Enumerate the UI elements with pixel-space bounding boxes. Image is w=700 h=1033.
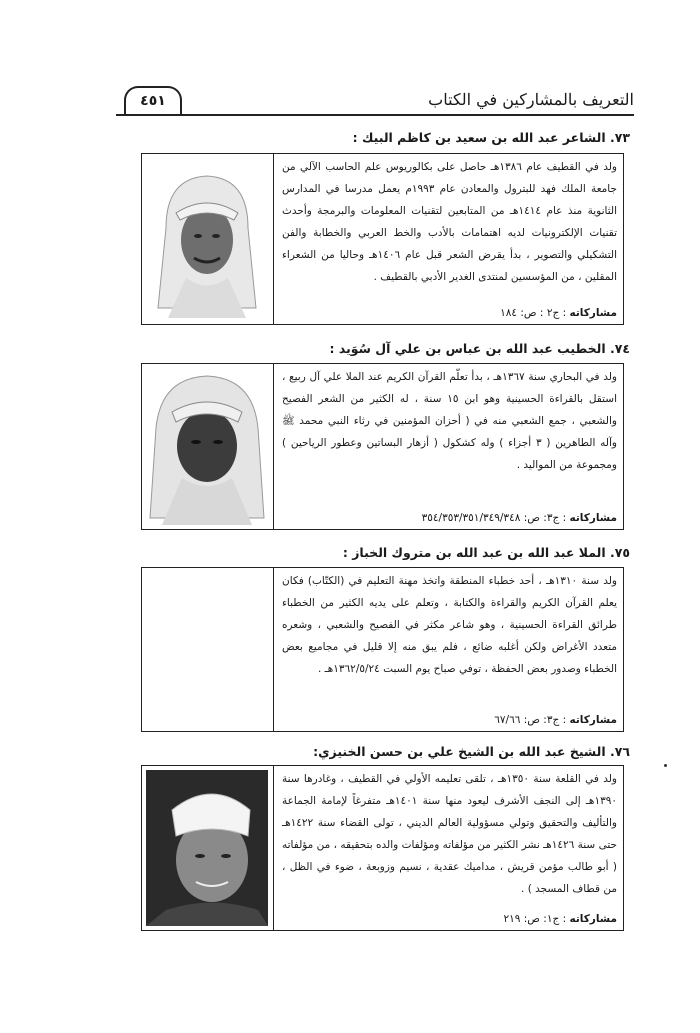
entry-name: الخطيب عبد الله بن عباس بن علي آل سُوَيد :	[329, 341, 606, 356]
contrib-value: : ج١: ص: ٢١٩	[503, 913, 567, 925]
entry-box	[141, 363, 624, 530]
entry-title	[343, 545, 630, 560]
entry-box	[141, 153, 624, 325]
contrib-label: مشاركاته	[569, 512, 617, 524]
portrait-photo	[146, 770, 268, 926]
contrib-label: مشاركاته	[569, 307, 617, 319]
entry-box	[141, 567, 624, 732]
photo-cell	[142, 766, 274, 930]
entry-bio: ولد في البحاري سنة ١٣٦٧هـ ، بدأ تعلّم القرآن الكريم عند الملا علي آل ربيع ، استقل بالقراءة الحسينية وهو ابن ١٥ سنة ، له الكثير من الشعر الفصيح والشعبي ، جمع الشعبي منه في ( أحزان المؤمنين في رثاء النبي محمد ﷺ وآله الطاهرين ( ٣ أجزاء ) وله كشكول ( أزهار البساتين وعطور الرياحين ) ومجموعة من المواليد .	[282, 371, 617, 471]
page-number: ٤٥١	[124, 86, 182, 114]
entry-number: ٧٤.	[609, 341, 630, 356]
entry-bio: ولد في القلعة سنة ١٣٥٠هـ ، تلقى تعليمه الأولي في القطيف ، وغادرها سنة ١٣٩٠هـ إلى النجف الأشرف ليعود منها سنة ١٤٠١هـ متفرغاً لإمامة الجماعة والتأليف والتحقيق وتولي مسؤولية العالم الديني ، تولى القضاء سنة ١٤٢٢هـ حتى سنة ١٤٢٦هـ نشر الكثير من مؤلفاته ومؤلفات والده بتحقيقه ، من مؤلفاته ( أبو طالب مؤمن قريش ، مداميك عقدية ، نسيم وزوبعة ، ضوء في الظل ، من قطاف المسجد ) .	[282, 773, 618, 895]
contrib-value: : ج٣: ص: ٣٥٤/٣٥٣/٣٥١/٣٤٩/٣٤٨	[421, 512, 567, 524]
entry-name: الشيخ عبد الله بن الشيخ علي بن حسن الخنيزي:	[313, 744, 606, 759]
photo-cell	[142, 154, 274, 324]
contrib-value: : ج٢ : ص: ١٨٤	[500, 307, 567, 319]
entry-number: ٧٣.	[609, 130, 630, 145]
entry-title	[313, 744, 630, 759]
entry-contributions	[282, 910, 617, 928]
entry-contributions	[282, 509, 617, 527]
photo-cell	[142, 364, 274, 529]
entry-bio: ولد سنة ١٣١٠هـ ، أحد خطباء المنطقة واتخذ مهنة التعليم في (الكتّاب) فكان يعلم القرآن الكريم والقراءة والكتابة ، وتعلم على يديه الكثير من الخطباء طرائق القراءة الحسينية ، وهو شاعر مكثر في الفصيح والشعبي ، وشعره متعدد الأغراض ولكن أغلبه ضائع ، فلم يبق منه إلا قليل في مجاميع بعض الخطباء وصدور بعض الحفظة ، توفي صباح يوم السبت ١٣٦٢/٥/٢٤هـ .	[282, 575, 617, 675]
photo-cell-empty	[142, 568, 274, 731]
page-title: التعريف بالمشاركين في الكتاب	[428, 90, 634, 109]
contrib-value: : ج٣: ص: ٦٧/٦٦	[494, 714, 567, 726]
contrib-label: مشاركاته	[569, 714, 617, 726]
entry-number: ٧٦.	[609, 744, 630, 759]
entry-number: ٧٥.	[609, 545, 630, 560]
entry-bio: ولد في القطيف عام ١٣٨٦هـ حاصل على بكالوريوس علم الحاسب الآلي من جامعة الملك فهد للبترول والمعادن عام ١٩٩٣م يعمل مدرسا في المدارس الثانوية منذ عام ١٤١٤هـ من المتابعين لتقنيات المعلومات والبرمجة وأحدث تقنيات الإلكترونيات لديه اهتمامات بالأدب والخط العربي والخطابة والفن التشكيلي والتصوير ، بدأ يقرض الشعر قبل عام ١٤٠٦هـ وحاليا من الشعراء المقلين ، من المؤسسين لمنتدى الغدير الأدبي بالقطيف .	[282, 161, 617, 283]
entry-contributions	[282, 304, 617, 322]
contrib-label: مشاركاته	[569, 913, 617, 925]
entry-title	[330, 341, 631, 356]
entry-name: الشاعر عبد الله بن سعيد بن كاظم البيك :	[352, 130, 606, 145]
portrait-photo	[146, 158, 268, 320]
entry-box	[141, 765, 624, 931]
entry-contributions	[282, 711, 617, 729]
portrait-photo	[146, 368, 268, 525]
entry-title	[353, 130, 630, 145]
page-header	[116, 84, 634, 116]
stray-dot	[664, 764, 667, 767]
entry-name: الملا عبد الله بن عبد الله بن متروك الخباز :	[342, 545, 606, 560]
